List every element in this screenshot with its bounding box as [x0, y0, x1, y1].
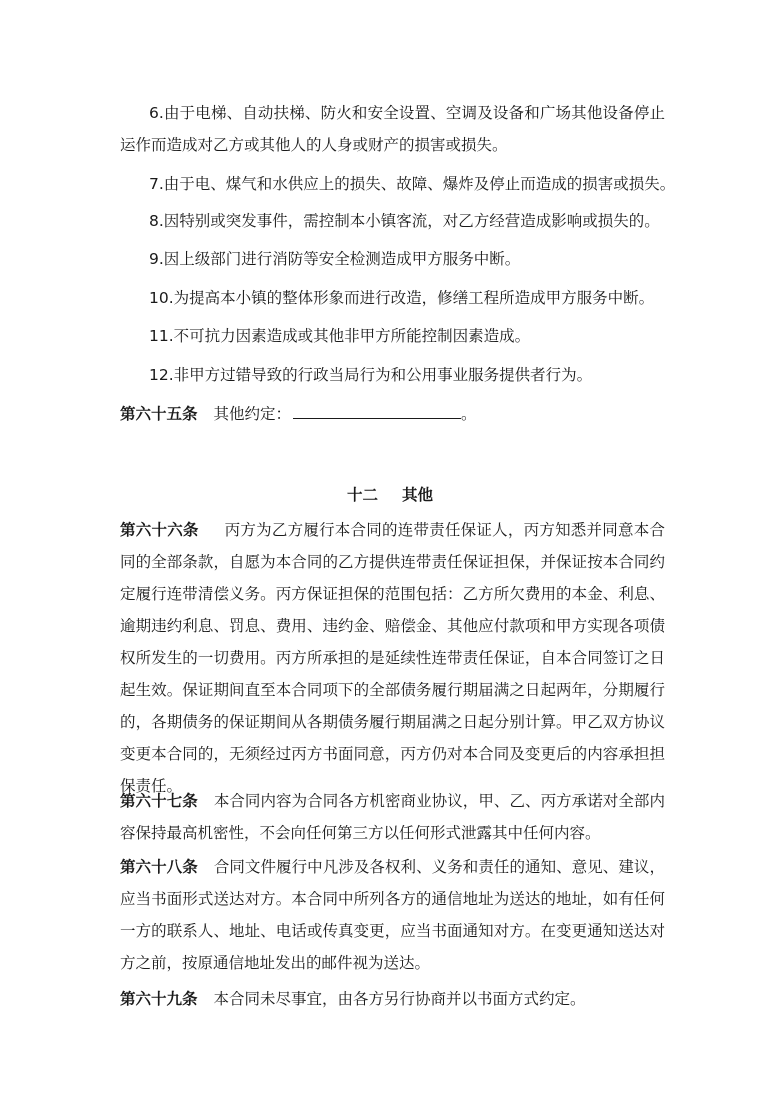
article-68 — [120, 851, 665, 979]
article-end: 。 — [461, 405, 477, 423]
article-text: 丙方为乙方履行本合同的连带责任保证人，丙方知悉并同意本合同的全部条款，自愿为本合同的乙方提供连带责任保证担保，并保证按本合同约定履行连带清偿义务。丙方保证担保的范围包括：乙方所欠费用的本金、利息、逾期违约利息、罚息、费用、违约金、赔偿金、其他应付款项和甲方实现各项债权所发生的一切费用。丙方所承担的是延续性连带责任保证，自本合同签订之日起生效。保证期间直至本合同项下的全部债务履行期届满之日起两年，分期履行的，各期债务的保证期间从各期债务履行期届满之日起分别计算。甲乙双方协议变更本合同的，无须经过丙方书面同意，丙方仍对本合同及变更后的内容承担担保责任。 — [120, 521, 665, 795]
list-item-number: 12. — [149, 366, 174, 384]
list-item-text: 由于电、煤气和水供应上的损失、故障、爆炸及停止而造成的损害或损失。 — [163, 175, 676, 193]
article-text: 其他约定： — [213, 405, 292, 423]
article-65 — [120, 398, 665, 430]
list-item-number: 9. — [149, 250, 164, 268]
list-item-text: 为提高本小镇的整体形象而进行改造，修缮工程所造成甲方服务中断。 — [173, 289, 655, 307]
list-item-number: 7. — [149, 175, 164, 193]
article-67 — [120, 785, 665, 849]
list-item-9 — [120, 243, 665, 275]
list-item-12 — [120, 359, 665, 391]
list-item-number: 6. — [149, 104, 164, 122]
article-text: 本合同未尽事宜，由各方另行协商并以书面方式约定。 — [213, 990, 586, 1008]
list-item-11 — [120, 320, 665, 352]
list-item-number: 11. — [149, 327, 174, 345]
list-item-7 — [120, 168, 676, 200]
article-title: 第六十五条 — [120, 405, 198, 423]
article-text: 合同文件履行中凡涉及各权利、义务和责任的通知、意见、建议，应当书面形式送达对方。本合同中所列各方的通信地址为送达的地址，如有任何一方的联系人、地址、电话或传真变更，应当书面通知对方。在变更通知送达对方之前，按原通信地址发出的邮件视为送达。 — [120, 858, 665, 972]
section-heading — [0, 479, 780, 511]
list-item-text: 不可抗力因素造成或其他非甲方所能控制因素造成。 — [173, 327, 531, 345]
article-69 — [120, 983, 665, 1015]
list-item-number: 8. — [149, 212, 164, 230]
fill-in-blank — [293, 400, 461, 419]
article-title: 第六十六条 — [120, 521, 199, 539]
section-title: 其他 — [402, 486, 434, 504]
list-item-text: 因上级部门进行消防等安全检测造成甲方服务中断。 — [163, 250, 521, 268]
list-item-6 — [120, 97, 665, 161]
article-66 — [120, 514, 665, 802]
article-title: 第六十七条 — [120, 792, 198, 810]
list-item-number: 10. — [149, 289, 174, 307]
list-item-text: 因特别或突发事件，需控制本小镇客流，对乙方经营造成影响或损失的。 — [163, 212, 660, 230]
list-item-text: 非甲方过错导致的行政当局行为和公用事业服务提供者行为。 — [173, 366, 593, 384]
list-item-text: 由于电梯、自动扶梯、防火和安全设置、空调及设备和广场其他设备停止运作而造成对乙方或其他人的人身或财产的损害或损失。 — [120, 104, 665, 154]
article-text: 本合同内容为合同各方机密商业协议，甲、乙、丙方承诺对全部内容保持最高机密性，不会向任何第三方以任何形式泄露其中任何内容。 — [120, 792, 665, 842]
article-title: 第六十九条 — [120, 990, 198, 1008]
section-number: 十二 — [346, 486, 378, 504]
list-item-10 — [120, 282, 665, 314]
list-item-8 — [120, 205, 665, 237]
article-title: 第六十八条 — [120, 858, 198, 876]
